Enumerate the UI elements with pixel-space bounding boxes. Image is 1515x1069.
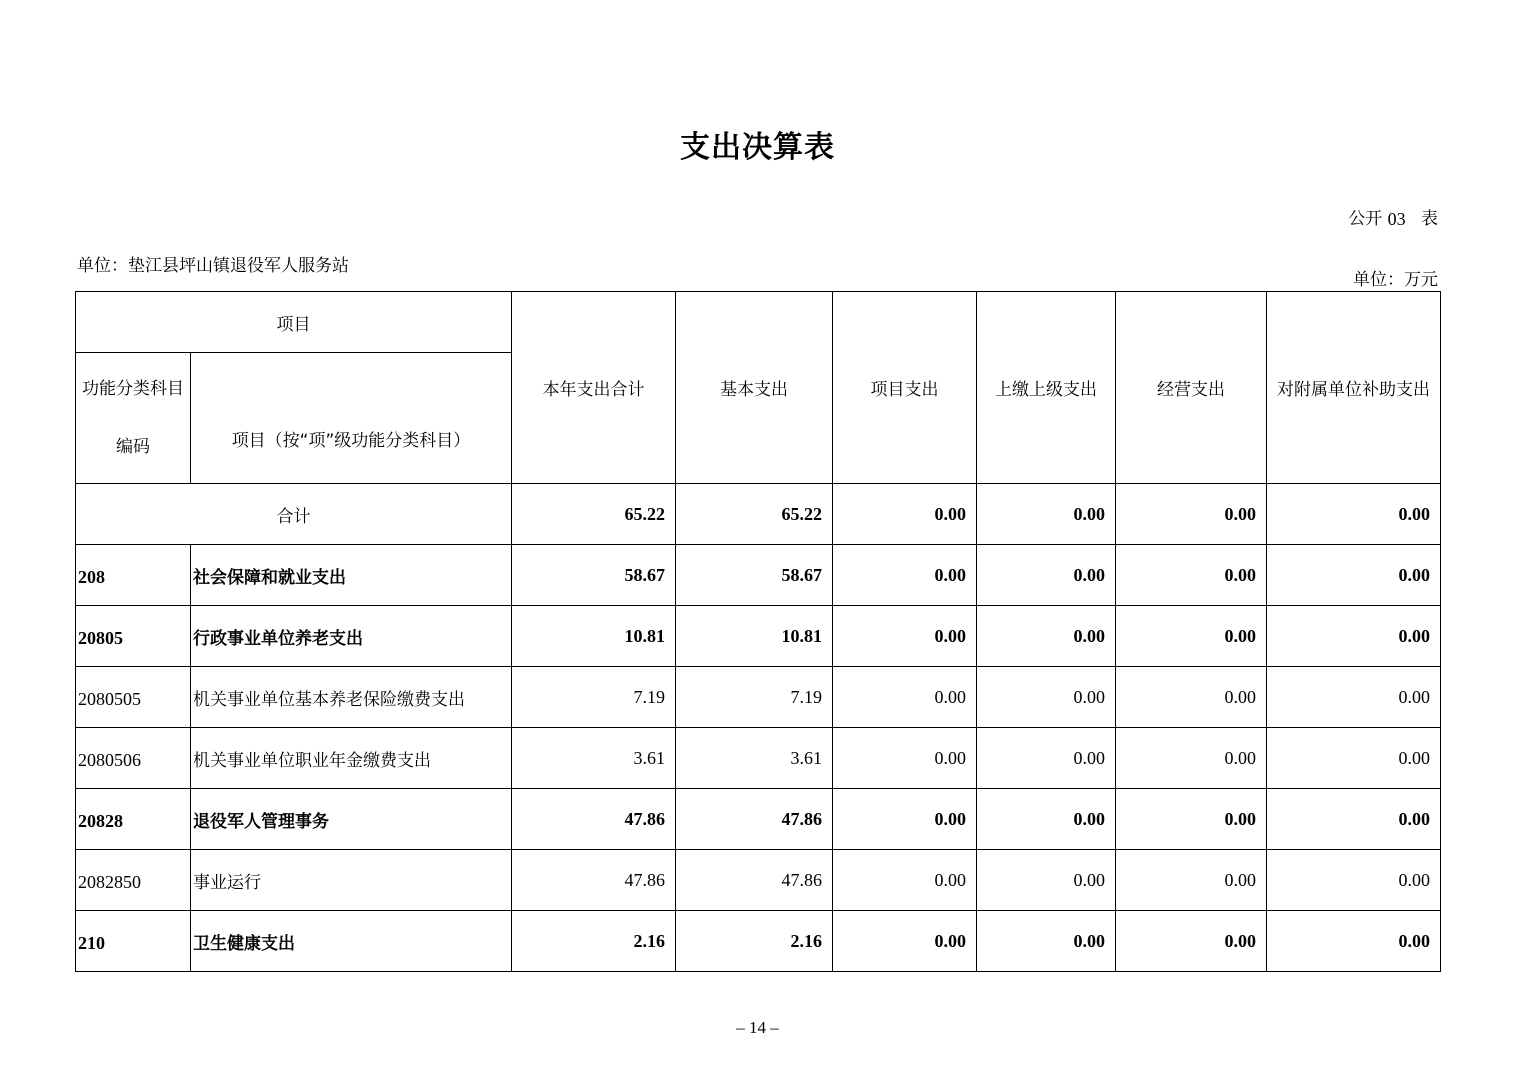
header-business: 经营支出 — [1116, 292, 1267, 484]
row-value: 47.86 — [512, 789, 676, 850]
row-value: 0.00 — [1116, 911, 1267, 972]
form-number-prefix: 公开 — [1348, 209, 1383, 229]
total-value: 65.22 — [512, 484, 676, 545]
table-row — [76, 728, 1441, 789]
row-value: 0.00 — [1116, 545, 1267, 606]
row-value: 0.00 — [977, 911, 1116, 972]
table-row — [76, 850, 1441, 911]
row-value: 0.00 — [1116, 667, 1267, 728]
row-code: 2082850 — [76, 850, 191, 911]
row-name: 机关事业单位职业年金缴费支出 — [191, 728, 512, 789]
header-item-name — [191, 353, 512, 484]
row-value: 7.19 — [676, 667, 833, 728]
row-code: 2080505 — [76, 667, 191, 728]
row-value: 47.86 — [676, 850, 833, 911]
row-value: 0.00 — [1267, 728, 1441, 789]
total-label: 合计 — [76, 484, 512, 545]
row-value: 0.00 — [833, 545, 977, 606]
row-name: 社会保障和就业支出 — [191, 545, 512, 606]
row-value: 0.00 — [1267, 789, 1441, 850]
page-number: – 14 – — [736, 1018, 779, 1037]
header-function-code-line2: 编码 — [116, 437, 150, 457]
form-number — [1348, 204, 1438, 230]
row-value: 58.67 — [512, 545, 676, 606]
row-value: 0.00 — [1267, 667, 1441, 728]
row-code: 208 — [76, 545, 191, 606]
row-name: 退役军人管理事务 — [191, 789, 512, 850]
document-title: 支出决算表 — [680, 130, 835, 165]
row-value: 0.00 — [1267, 545, 1441, 606]
total-value: 65.22 — [676, 484, 833, 545]
header-basic: 基本支出 — [676, 292, 833, 484]
header-row-1 — [76, 292, 1441, 353]
row-value: 0.00 — [1116, 789, 1267, 850]
header-item-name-text: 项目（按“项”级功能分类科目） — [231, 430, 471, 451]
row-value: 10.81 — [512, 606, 676, 667]
row-value: 3.61 — [512, 728, 676, 789]
row-value: 47.86 — [512, 850, 676, 911]
header-function-code-line1: 功能分类科目 — [82, 379, 184, 399]
row-code: 210 — [76, 911, 191, 972]
table-row — [76, 789, 1441, 850]
unit-organization: 单位：垫江县坪山镇退役军人服务站 — [77, 256, 349, 276]
row-value: 0.00 — [1116, 606, 1267, 667]
header-project: 项目 — [76, 292, 512, 353]
row-name: 行政事业单位养老支出 — [191, 606, 512, 667]
row-value: 2.16 — [512, 911, 676, 972]
row-value: 0.00 — [1116, 850, 1267, 911]
row-code: 20828 — [76, 789, 191, 850]
total-value: 0.00 — [1116, 484, 1267, 545]
row-value: 0.00 — [1116, 728, 1267, 789]
row-value: 0.00 — [1267, 911, 1441, 972]
row-value: 47.86 — [676, 789, 833, 850]
unit-currency: 单位：万元 — [1353, 270, 1438, 290]
row-value: 2.16 — [676, 911, 833, 972]
row-value: 0.00 — [833, 728, 977, 789]
row-value: 0.00 — [1267, 606, 1441, 667]
row-value: 0.00 — [833, 789, 977, 850]
header-project-expenditure: 项目支出 — [833, 292, 977, 484]
row-value: 0.00 — [833, 850, 977, 911]
table-row — [76, 606, 1441, 667]
total-value: 0.00 — [833, 484, 977, 545]
total-row — [76, 484, 1441, 545]
row-value: 0.00 — [977, 667, 1116, 728]
row-value: 3.61 — [676, 728, 833, 789]
row-value: 0.00 — [833, 911, 977, 972]
row-code: 2080506 — [76, 728, 191, 789]
row-name: 卫生健康支出 — [191, 911, 512, 972]
header-function-code — [76, 353, 191, 484]
form-number-num: 03 — [1387, 208, 1406, 229]
row-value: 0.00 — [977, 789, 1116, 850]
row-value: 0.00 — [833, 667, 977, 728]
row-value: 0.00 — [977, 545, 1116, 606]
header-total: 本年支出合计 — [512, 292, 676, 484]
row-value: 10.81 — [676, 606, 833, 667]
row-name: 事业运行 — [191, 850, 512, 911]
header-subsidy: 对附属单位补助支出 — [1267, 292, 1441, 484]
row-value: 0.00 — [977, 728, 1116, 789]
table-row — [76, 545, 1441, 606]
table-row — [76, 667, 1441, 728]
row-value: 0.00 — [1267, 850, 1441, 911]
row-code: 20805 — [76, 606, 191, 667]
expenditure-table — [75, 291, 1441, 972]
form-number-suffix: 表 — [1421, 209, 1438, 229]
total-value: 0.00 — [977, 484, 1116, 545]
row-value: 0.00 — [977, 850, 1116, 911]
row-value: 7.19 — [512, 667, 676, 728]
header-upper-level: 上缴上级支出 — [977, 292, 1116, 484]
row-value: 0.00 — [833, 606, 977, 667]
total-value: 0.00 — [1267, 484, 1441, 545]
table-row — [76, 911, 1441, 972]
row-value: 0.00 — [977, 606, 1116, 667]
row-value: 58.67 — [676, 545, 833, 606]
row-name: 机关事业单位基本养老保险缴费支出 — [191, 667, 512, 728]
